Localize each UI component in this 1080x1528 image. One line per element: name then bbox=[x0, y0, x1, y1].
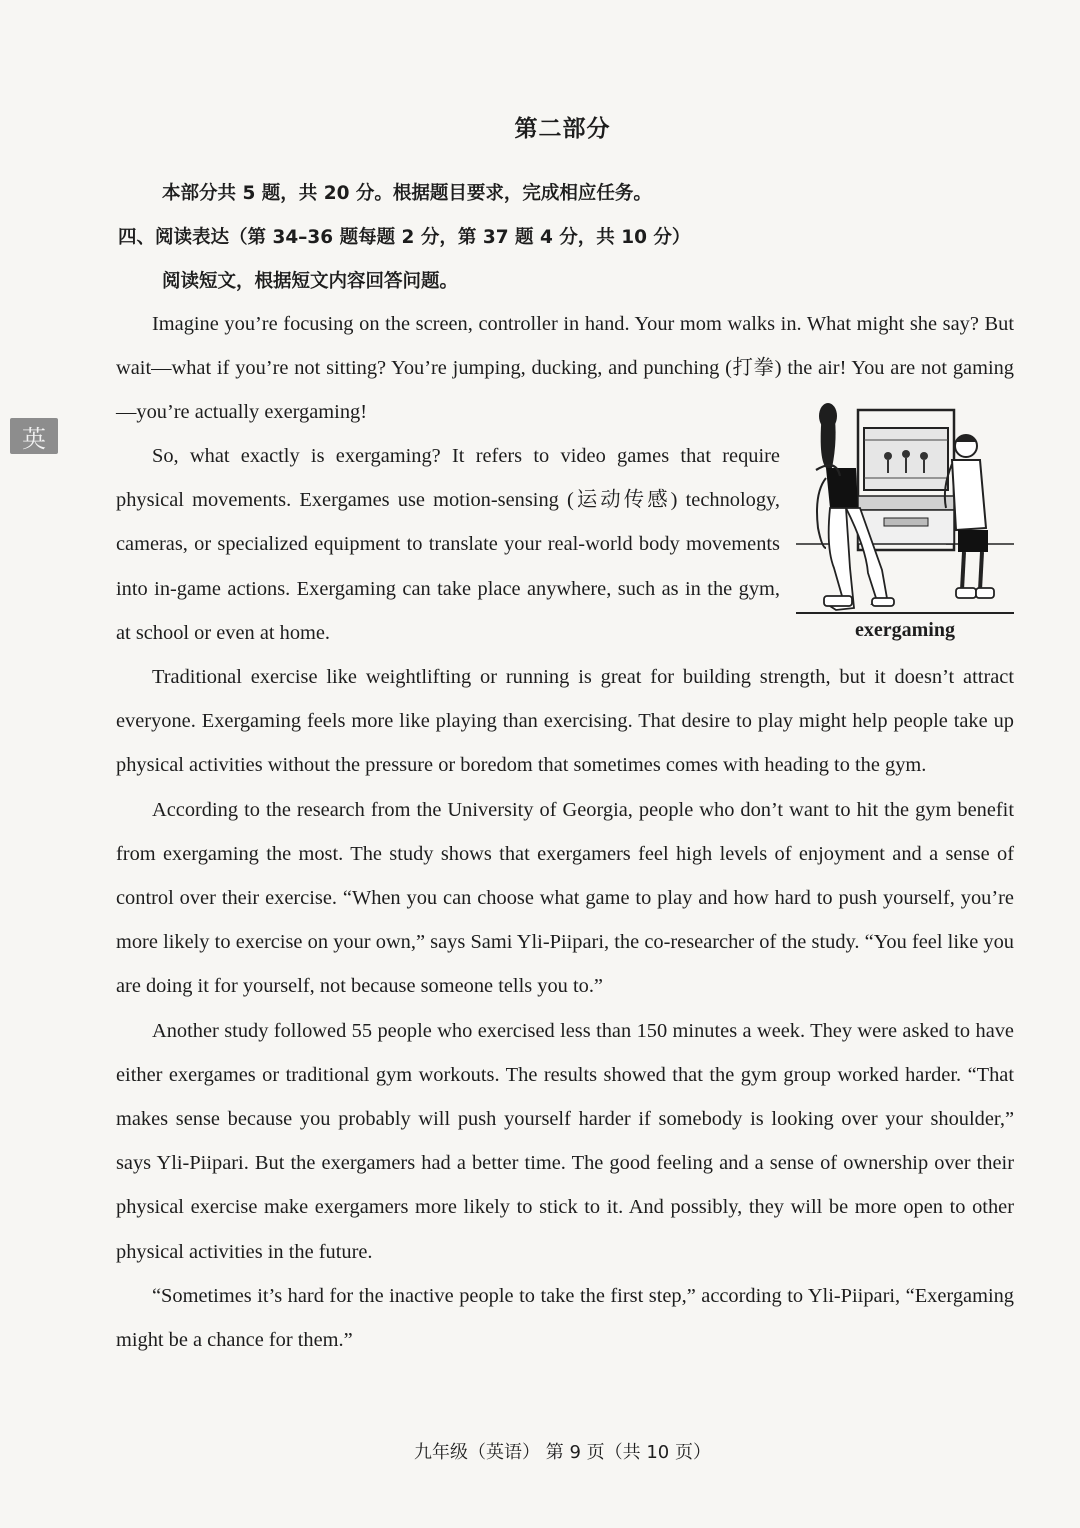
passage-paragraph-6: “Sometimes it’s hard for the inactive people to take the first step,” according to Yli-Piipari, “Exergaming might be a chance for them.” bbox=[116, 1284, 1014, 1352]
passage-body bbox=[116, 655, 1014, 1362]
figure-caption: exergaming bbox=[855, 619, 955, 641]
passage-paragraph-2: So, what exactly is exergaming? It refers to video games that require physical movements. Exergames use motion-sensing (运动传感) technology, cameras, or specialized equipment to translate your real-world body movements into in-game actions. Exergaming can take place anywhere, such as in the gym, at school or even at home. bbox=[116, 445, 780, 644]
passage-paragraph-2-block bbox=[116, 434, 780, 655]
part-title: 第二部分 bbox=[514, 116, 611, 142]
page-footer: 九年级（英语） 第 9 页（共 10 页） bbox=[414, 1442, 711, 1463]
part-instruction: 本部分共 5 题，共 20 分。根据题目要求，完成相应任务。 bbox=[162, 183, 652, 204]
section-heading: 四、阅读表达（第 34–36 题每题 2 分，第 37 题 4 分，共 10 分） bbox=[118, 227, 691, 248]
passage-paragraph-5: Another study followed 55 people who exercised less than 150 minutes a week. They were asked to have either exergames or traditional gym workouts. The results showed that the gym group worked harder. “That makes sense because you probably will push yourself harder if somebody is looking over your shoulder,” says Yli-Piipari. But the exergamers had a better time. The good feeling and a sense of ownership over their physical exercise make exergamers more likely to stick to it. And possibly, they will be more open to other physical activities in the future. bbox=[116, 1019, 1014, 1263]
passage-paragraph-3: Traditional exercise like weightlifting or running is great for building strength, but it doesn’t attract everyone. Exergaming feels more like playing than exercising. That desire to play might help people take up physical activities without the pressure or boredom that sometimes comes with heading to the gym. bbox=[116, 666, 1014, 777]
passage-paragraph-1: Imagine you’re focusing on the screen, controller in hand. Your mom walks in. What might she say? But wait—what if you’re not sitting? You’re jumping, ducking, and punching (打拳) the air! You are not gaming—you’re actually exergaming! bbox=[116, 313, 1014, 424]
passage-paragraph-4: According to the research from the University of Georgia, people who don’t want to hit the gym benefit from exergaming the most. The study shows that exergamers feel high levels of enjoyment and a sense of control over their exercise. “When you can choose what game to play and how hard to push yourself, you’re more likely to exercise on your own,” says Sami Yli-Piipari, the co-researcher of the study. “You feel like you are doing it for yourself, not because someone tells you to.” bbox=[116, 798, 1014, 998]
subject-side-tab: 英 bbox=[10, 418, 58, 454]
section-instruction: 阅读短文，根据短文内容回答问题。 bbox=[162, 271, 459, 292]
exergaming-illustration bbox=[796, 398, 1014, 616]
